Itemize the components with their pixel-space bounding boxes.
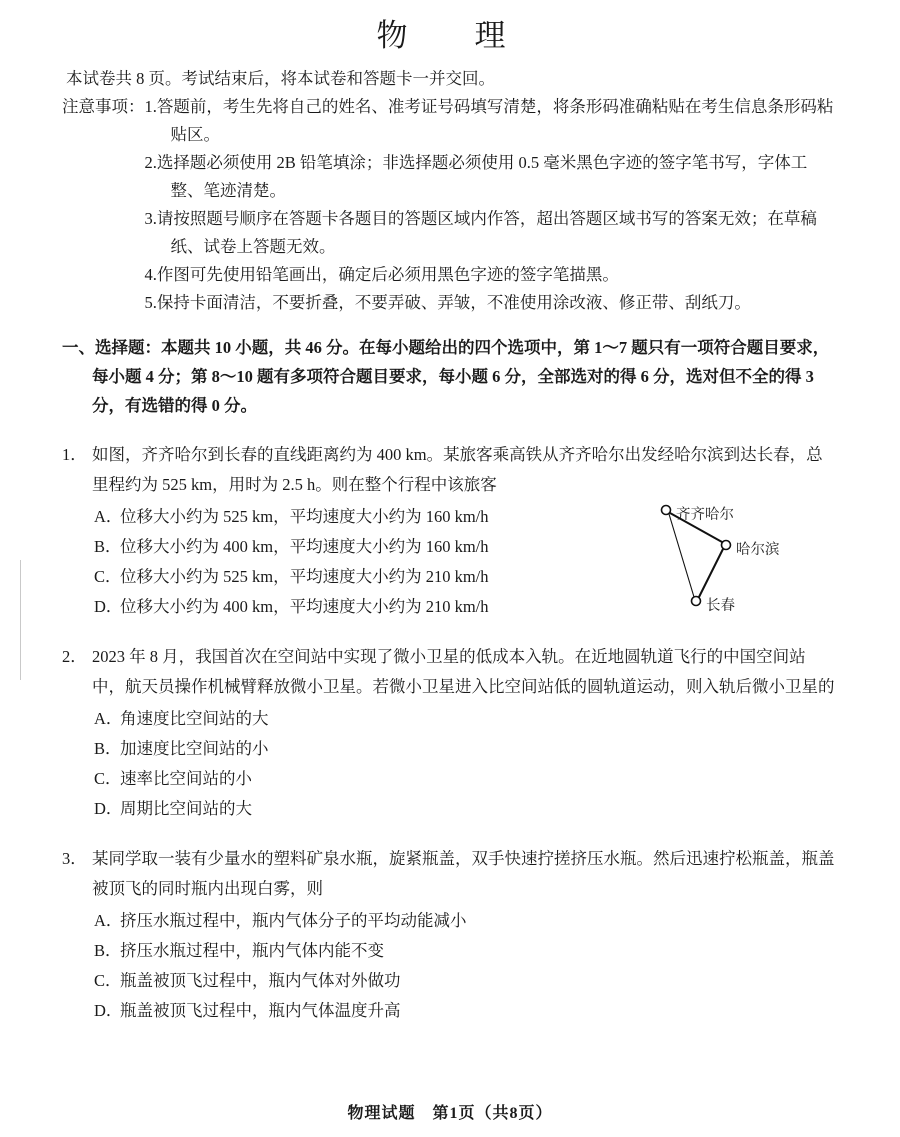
notice-item-text: 4.作图可先使用铅笔画出，确定后必须用黑色字迹的签字笔描黑。 <box>144 265 619 284</box>
section-text: 本题共 10 小题，共 46 分。在每小题给出的四个选项中，第 1～7 题只有一项符合题目要求，每小题 4 分；第 8～10 题有多项符合题目要求，每小题 6 分，全部选对的得 6 分，选对但不全的得 3 分，有选错的得 0 分。 <box>92 338 830 415</box>
question-2-text: 2023 年 8 月，我国首次在空间站中实现了微小卫星的低成本入轨。在近地圆轨道飞行的中国空间站中，航天员操作机械臂释放微小卫星。若微小卫星进入比空间站低的圆轨道运动，则入轨后微小卫星的 <box>92 647 835 696</box>
section-heading <box>62 333 838 420</box>
option-a-text: 挤压水瓶过程中，瓶内气体分子的平均动能减小 <box>120 911 467 930</box>
city-node-qiqihaer <box>662 506 671 515</box>
option-a-text: 角速度比空间站的大 <box>120 709 269 728</box>
option-c[interactable] <box>62 764 838 794</box>
city-label-qiqihaer: 齐齐哈尔 <box>676 507 734 523</box>
option-b-label: B． <box>94 739 122 758</box>
page-title: 物 理 <box>376 18 524 53</box>
option-c-label: C． <box>94 567 122 586</box>
question-3-number: 3． <box>62 849 87 868</box>
exam-intro: 本试卷共 8 页。考试结束后，将本试卷和答题卡一并交回。 <box>66 69 495 88</box>
section-label: 一、选择题： <box>62 338 161 357</box>
railway-map-figure <box>654 498 844 628</box>
option-b[interactable] <box>62 936 838 966</box>
notice-list <box>145 93 839 317</box>
option-c[interactable] <box>62 966 838 996</box>
notice-item-text: 3.请按照题号顺序在答题卡各题目的答题区域内作答，超出答题区域书写的答案无效；在草稿纸、试卷上答题无效。 <box>144 209 817 256</box>
section-heading-body <box>62 333 838 420</box>
option-a-label: A． <box>94 709 123 728</box>
option-d-label: D． <box>94 597 123 616</box>
option-c-text: 瓶盖被顶飞过程中，瓶内气体对外做功 <box>120 971 401 990</box>
question-2 <box>62 642 838 824</box>
option-a[interactable] <box>62 906 838 936</box>
notice-item-text: 1.答题前，考生先将自己的姓名、准考证号码填写清楚，将条形码准确粘贴在考生信息条形码粘贴区。 <box>144 97 834 144</box>
option-a[interactable] <box>62 704 838 734</box>
option-b-text: 位移大小约为 400 km，平均速度大小约为 160 km/h <box>120 537 489 556</box>
notice-label: 注意事项： <box>62 97 145 116</box>
option-c-text: 位移大小约为 525 km，平均速度大小约为 210 km/h <box>120 567 489 586</box>
option-d-text: 瓶盖被顶飞过程中，瓶内气体温度升高 <box>120 1001 401 1020</box>
option-b-label: B． <box>94 537 122 556</box>
option-c-label: C． <box>94 769 122 788</box>
notice-item <box>145 205 839 261</box>
question-3-text: 某同学取一装有少量水的塑料矿泉水瓶，旋紧瓶盖，双手快速拧搓挤压水瓶。然后迅速拧松瓶盖，瓶盖被顶飞的同时瓶内出现白雾，则 <box>92 849 835 898</box>
question-3 <box>62 844 838 1026</box>
question-2-number: 2． <box>62 647 87 666</box>
question-1-stem <box>62 440 838 500</box>
scan-edge-artifact <box>20 560 21 680</box>
option-b[interactable] <box>62 734 838 764</box>
option-b-text: 加速度比空间站的小 <box>120 739 269 758</box>
city-label-haerbin: 哈尔滨 <box>736 542 780 558</box>
notice-item-text: 2.选择题必须使用 2B 铅笔填涂；非选择题必须使用 0.5 毫米黑色字迹的签字笔书写，字体工整、笔迹清楚。 <box>144 153 808 200</box>
option-b-text: 挤压水瓶过程中，瓶内气体内能不变 <box>120 941 384 960</box>
route-haerbin-changchun <box>699 549 723 597</box>
city-label-changchun: 长春 <box>706 598 735 614</box>
option-d-text: 周期比空间站的大 <box>120 799 252 818</box>
option-c-label: C． <box>94 971 122 990</box>
option-d-label: D． <box>94 1001 123 1020</box>
question-1 <box>62 440 838 622</box>
notice-block <box>62 93 838 317</box>
option-d[interactable] <box>62 794 838 824</box>
option-d-text: 位移大小约为 400 km，平均速度大小约为 210 km/h <box>120 597 489 616</box>
notice-item-text: 5.保持卡面清洁，不要折叠，不要弄破、弄皱，不准使用涂改液、修正带、刮纸刀。 <box>144 293 751 312</box>
notice-item <box>145 149 839 205</box>
page-footer: 物理试题 第1页（共8页） <box>347 1105 553 1122</box>
option-a-label: A． <box>94 507 123 526</box>
notice-item <box>145 289 839 317</box>
city-node-changchun <box>692 597 701 606</box>
notice-item <box>145 93 839 149</box>
option-c-text: 速率比空间站的小 <box>120 769 252 788</box>
option-d-label: D． <box>94 799 123 818</box>
notice-item <box>145 261 839 289</box>
option-a-label: A． <box>94 911 123 930</box>
question-3-stem <box>62 844 838 904</box>
question-1-number: 1． <box>62 445 87 464</box>
question-1-text: 如图，齐齐哈尔到长春的直线距离约为 400 km。某旅客乘高铁从齐齐哈尔出发经哈尔滨到达长春，总里程约为 525 km，用时为 2.5 h。则在整个行程中该旅客 <box>92 445 823 494</box>
question-2-stem <box>62 642 838 702</box>
option-b-label: B． <box>94 941 122 960</box>
city-node-haerbin <box>722 541 731 550</box>
option-a-text: 位移大小约为 525 km，平均速度大小约为 160 km/h <box>120 507 489 526</box>
option-d[interactable] <box>62 996 838 1026</box>
question-2-options <box>62 704 838 824</box>
question-3-options <box>62 906 838 1026</box>
